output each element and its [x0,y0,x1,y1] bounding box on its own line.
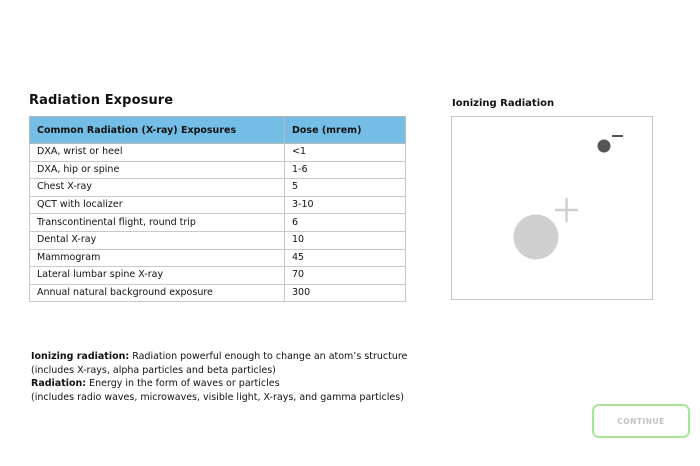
definition-term: Ionizing radiation: [31,351,130,362]
exposure-cell: QCT with localizer [30,196,285,214]
dose-cell: 3-10 [285,196,406,214]
definition-text: Radiation powerful enough to change an atom’s structure [129,351,408,362]
column-header-dose: Dose (mrem) [285,117,406,144]
definitions [31,350,407,404]
definition-detail: (includes X-rays, alpha particles and beta particles) [31,364,276,376]
dose-cell: 10 [285,231,406,249]
exposure-cell: Dental X-ray [30,231,285,249]
ionizing-radiation-panel [451,116,653,300]
panel-title: Ionizing Radiation [452,98,555,109]
table-row [30,161,406,179]
dose-cell: <1 [285,144,406,162]
exposure-cell: Mammogram [30,249,285,267]
dose-cell: 70 [285,267,406,285]
table-row [30,284,406,302]
exposure-cell: Lateral lumbar spine X-ray [30,267,285,285]
radiation-exposure-table [29,116,406,302]
exposure-cell: Annual natural background exposure [30,284,285,302]
exposure-cell: DXA, hip or spine [30,161,285,179]
section-title: Radiation Exposure [29,93,174,108]
table-row [30,144,406,162]
dose-cell: 45 [285,249,406,267]
table-row [30,196,406,214]
exposure-cell: Transcontinental flight, round trip [30,214,285,232]
table-row [30,179,406,197]
electron-minus-icon [598,136,624,153]
definition-ionizing-radiation [31,350,407,364]
continue-button[interactable]: CONTINUE [592,404,690,438]
definition-radiation [31,377,407,391]
dose-cell: 6 [285,214,406,232]
ion-plus-icon [514,198,579,260]
ionization-illustration [452,117,652,299]
dose-cell: 5 [285,179,406,197]
definition-detail: (includes radio waves, microwaves, visible light, X-rays, and gamma particles) [31,391,404,403]
dose-cell: 1-6 [285,161,406,179]
definition-text: Energy in the form of waves or particles [86,378,280,389]
table-row [30,231,406,249]
definition-term: Radiation: [31,378,87,389]
table-row [30,267,406,285]
table-row [30,214,406,232]
column-header-exposure: Common Radiation (X-ray) Exposures [30,117,285,144]
exposure-cell: DXA, wrist or heel [30,144,285,162]
table-row [30,249,406,267]
table-header-row [30,117,406,144]
dose-cell: 300 [285,284,406,302]
exposure-cell: Chest X-ray [30,179,285,197]
